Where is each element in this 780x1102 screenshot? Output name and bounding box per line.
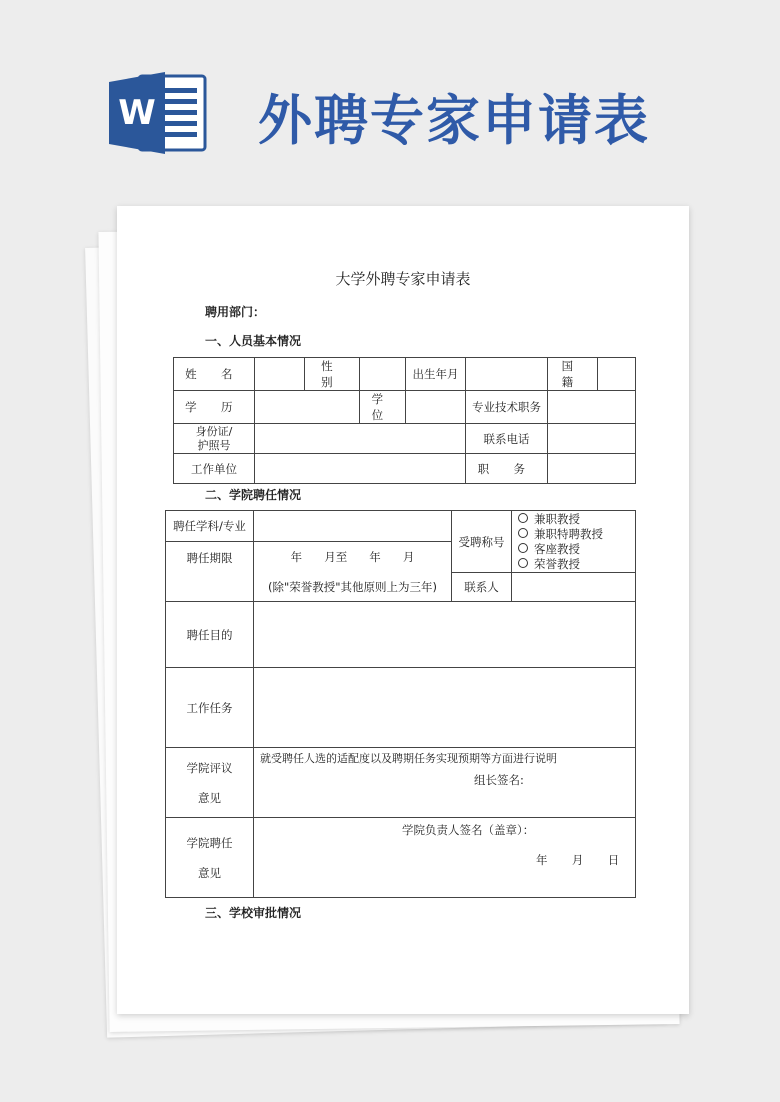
review-label-line1: 学院评议: [186, 760, 233, 775]
passport-label: 护照号: [197, 438, 231, 452]
title-field[interactable]: [548, 391, 636, 424]
appoint-label: [166, 818, 254, 898]
tasks-field[interactable]: [254, 668, 636, 748]
section-approval: 三、学校审批情况: [205, 906, 302, 920]
degree-label: 学 位: [360, 391, 406, 424]
tasks-label: 工作任务: [166, 668, 254, 748]
radio-icon: [518, 558, 528, 568]
review-field[interactable]: [254, 748, 636, 818]
hire-table: [165, 510, 636, 898]
basic-info-table: [173, 357, 636, 484]
phone-field[interactable]: [548, 424, 636, 454]
word-logo-icon: [109, 70, 207, 156]
title-label: 受聘称号: [452, 511, 512, 573]
document-page: [117, 206, 689, 1014]
title-options: [512, 511, 636, 573]
document-title: 大学外聘专家申请表: [335, 270, 471, 288]
option-distinguished-professor[interactable]: 兼职特聘教授: [518, 527, 633, 542]
period-note: (除"荣誉教授"其他原则上为三年): [267, 579, 438, 594]
name-label: 姓 名: [174, 358, 255, 391]
option-honorary-professor[interactable]: 荣誉教授: [518, 557, 633, 572]
employer-field[interactable]: [255, 454, 466, 484]
option-visiting-professor[interactable]: 客座教授: [518, 542, 633, 557]
phone-label: 联系电话: [466, 424, 548, 454]
employer-label: 工作单位: [174, 454, 255, 484]
position-field[interactable]: [548, 454, 636, 484]
banner-title: 外聘专家申请表: [258, 88, 650, 152]
id-card-label: 身份证/: [195, 424, 233, 438]
name-field[interactable]: [255, 358, 305, 391]
education-label: 学 历: [174, 391, 255, 424]
subject-label: 聘任学科/专业: [166, 511, 254, 542]
subject-field[interactable]: [254, 511, 452, 542]
gender-label: 性 别: [305, 358, 360, 391]
appoint-label-line1: 学院聘任: [186, 835, 233, 850]
title-label: 专业技术职务: [466, 391, 548, 424]
section-hire-info: 二、学院聘任情况: [205, 488, 302, 502]
period-field[interactable]: [254, 542, 452, 602]
education-field[interactable]: [255, 391, 360, 424]
contact-label: 联系人: [452, 573, 512, 602]
appoint-date: 年 月 日: [536, 853, 620, 867]
review-label: [166, 748, 254, 818]
purpose-field[interactable]: [254, 602, 636, 668]
birth-label: 出生年月: [406, 358, 466, 391]
radio-icon: [518, 543, 528, 553]
period-label: 聘任期限: [166, 542, 254, 602]
review-note: 就受聘任人选的适配度以及聘期任务实现预期等方面进行说明: [260, 752, 557, 765]
dept-label: 聘用部门：: [205, 305, 266, 319]
contact-field[interactable]: [512, 573, 636, 602]
logo-letter: W: [118, 93, 156, 133]
nationality-label: 国 籍: [548, 358, 598, 391]
degree-field[interactable]: [406, 391, 466, 424]
appoint-label-line2: 意见: [198, 865, 221, 880]
appoint-field[interactable]: [254, 818, 636, 898]
id-label: [174, 424, 255, 454]
radio-icon: [518, 528, 528, 538]
head-sign: 学院负责人签名（盖章）：: [402, 823, 535, 837]
option-part-time-professor[interactable]: 兼职教授: [518, 512, 633, 527]
leader-sign: 组长签名:: [474, 773, 524, 787]
purpose-label: 聘任目的: [166, 602, 254, 668]
period-dates: 年 月至 年 月: [290, 549, 415, 564]
position-label: 职 务: [466, 454, 548, 484]
id-field[interactable]: [255, 424, 466, 454]
birth-field[interactable]: [466, 358, 548, 391]
review-label-line2: 意见: [198, 790, 221, 805]
radio-icon: [518, 513, 528, 523]
gender-field[interactable]: [360, 358, 406, 391]
section-basic-info: 一、人员基本情况: [205, 334, 302, 348]
nationality-field[interactable]: [598, 358, 636, 391]
